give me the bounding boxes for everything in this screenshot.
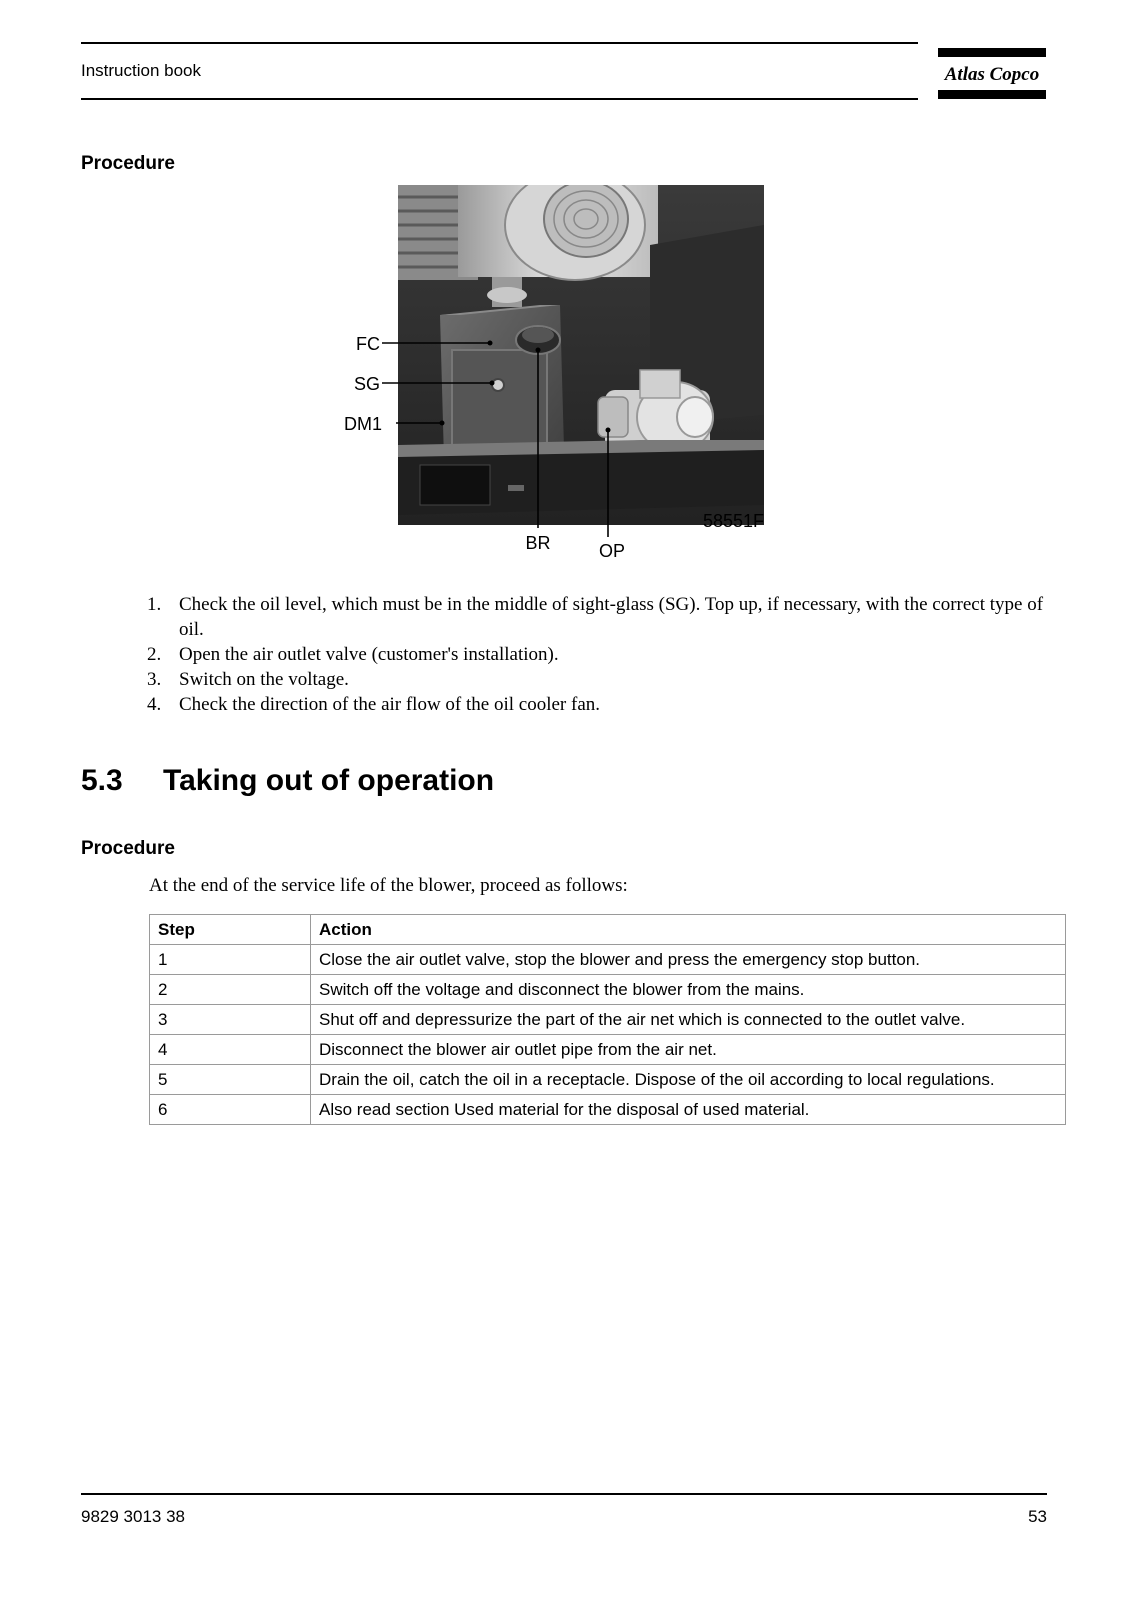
procedure-intro: At the end of the service life of the blower, proceed as follows: — [149, 875, 628, 896]
figure-id: 58551F — [702, 511, 764, 531]
table-row — [150, 1035, 1066, 1065]
step-cell: 6 — [150, 1095, 311, 1125]
oil-system-figure — [340, 185, 790, 570]
step-text: Check the oil level, which must be in the middle of sight-glass (SG). Top up, if necessary, with the correct type of oil. — [179, 594, 1044, 640]
step-number: 4. — [147, 694, 162, 715]
table-row — [150, 1005, 1066, 1035]
list-item — [147, 642, 1067, 667]
step-number: 2. — [147, 644, 162, 665]
column-header-action: Action — [311, 915, 1066, 945]
page-number: 53 — [1028, 1507, 1047, 1526]
step-text: Open the air outlet valve (customer's installation). — [179, 644, 559, 665]
step-text: Check the direction of the air flow of the oil cooler fan. — [179, 694, 601, 715]
table-row — [150, 1065, 1066, 1095]
label-sg: SG — [353, 374, 380, 394]
footer-rule — [81, 1493, 1047, 1495]
section-heading — [81, 764, 494, 798]
step-cell: 2 — [150, 975, 311, 1005]
table-row — [150, 945, 1066, 975]
table-header-row — [150, 915, 1066, 945]
procedure-heading: Procedure — [81, 153, 175, 174]
step-text: Switch on the voltage. — [179, 669, 349, 690]
label-fc: FC — [356, 334, 380, 354]
list-item — [147, 667, 1067, 692]
header-title: Instruction book — [81, 61, 202, 80]
step-cell: 5 — [150, 1065, 311, 1095]
label-dm1: DM1 — [343, 414, 382, 434]
column-header-step: Step — [150, 915, 311, 945]
action-cell: Switch off the voltage and disconnect the blower from the mains. — [311, 975, 1066, 1005]
step-number: 1. — [147, 594, 162, 615]
label-br: BR — [525, 533, 551, 553]
list-item — [147, 692, 1067, 717]
action-cell: Drain the oil, catch the oil in a receptacle. Dispose of the oil according to local regulations. — [311, 1065, 1066, 1095]
document-number: 9829 3013 38 — [81, 1507, 185, 1526]
header-top-rule — [81, 42, 918, 44]
step-cell: 3 — [150, 1005, 311, 1035]
action-cell: Disconnect the blower air outlet pipe from the air net. — [311, 1035, 1066, 1065]
list-item — [147, 592, 1067, 642]
table-row — [150, 975, 1066, 1005]
step-number: 3. — [147, 669, 162, 690]
step-cell: 1 — [150, 945, 311, 975]
step-cell: 4 — [150, 1035, 311, 1065]
action-cell: Close the air outlet valve, stop the blower and press the emergency stop button. — [311, 945, 1066, 975]
section-number: 5.3 — [81, 764, 123, 797]
atlas-copco-logo — [938, 48, 1046, 100]
header-bottom-rule — [81, 98, 918, 100]
label-op: OP — [598, 541, 626, 561]
procedure-steps — [147, 592, 1067, 717]
table-row — [150, 1095, 1066, 1125]
procedure-heading-2: Procedure — [81, 838, 175, 859]
section-title: Taking out of operation — [163, 764, 495, 797]
action-cell: Shut off and depressurize the part of the air net which is connected to the outlet valve. — [311, 1005, 1066, 1035]
action-cell: Also read section Used material for the disposal of used material. — [311, 1095, 1066, 1125]
actions-table — [149, 914, 1066, 1125]
svg-text:Atlas Copco: Atlas Copco — [944, 64, 1040, 85]
